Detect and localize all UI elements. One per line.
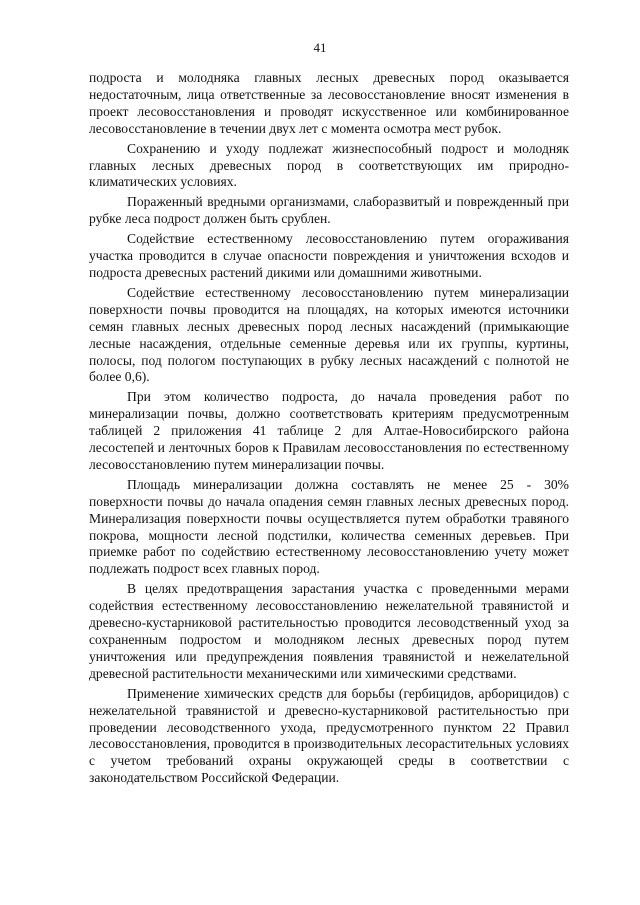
- body-paragraph: В целях предотвращения зарастания участка с проведенными мерами содействия естественному лесовосстановлению нежелательной травянистой и древесно-кустарниковой растительностью проводится лесоводственный уход за сохраненным подростом и молодняком лесных древесных пород путем уничтожения или предупреждения появления травянистой и нежелательной древесной растительности механическими или химическими средствами.: [89, 581, 569, 681]
- document-body: [89, 70, 569, 790]
- body-paragraph: Сохранению и уходу подлежат жизнеспособный подрост и молодняк главных лесных древесных пород в соответствующих им природно-климатических условиях.: [89, 140, 569, 190]
- body-paragraph: Пораженный вредными организмами, слаборазвитый и поврежденный при рубке леса подрост должен быть срублен.: [89, 194, 569, 227]
- body-paragraph: При этом количество подроста, до начала проведения работ по минерализации почвы, должно соответствовать критериям предусмотренным таблицей 2 приложения 41 таблице 2 для Алтае-Новосибирского района лесостепей и ленточных боров к Правилам лесовосстановления по естественному лесовосстановлению путем минерализации почвы.: [89, 389, 569, 472]
- body-paragraph: Содействие естественному лесовосстановлению путем минерализации поверхности почвы проводится на площадях, на которых имеются источники семян главных лесных древесных пород лесных насаждений (примыкающие лесные насаждения, отдельные семенные деревья или их группы, куртины, полосы, под пологом поступающих в рубку лесных насаждений с полнотой не более 0,6).: [89, 284, 569, 385]
- body-paragraph: подроста и молодняка главных лесных древесных пород оказывается недостаточным, лица ответственные за лесовосстановление вносят изменения в проект лесовосстановления и проводят искусственное или комбинированное лесовосстановление в течении двух лет с момента осмотра мест рубок.: [89, 70, 569, 136]
- body-paragraph: Площадь минерализации должна составлять не менее 25 - 30% поверхности почвы до начала опадения семян главных лесных древесных пород. Минерализация поверхности почвы осуществляется путем обработки травяного покрова, мощности лесной подстилки, количества семенных деревьев. При приемке работ по содействию естественному лесовосстановлению учету может подлежать подрост всех главных пород.: [89, 476, 569, 577]
- body-paragraph: Содействие естественному лесовосстановлению путем огораживания участка проводится в случае опасности повреждения и уничтожения всходов и подроста древесных растений дикими или домашними животными.: [89, 231, 569, 280]
- page-number: 41: [313, 40, 327, 55]
- body-paragraph: Применение химических средств для борьбы (гербицидов, арборицидов) с нежелательной травянистой и древесно-кустарниковой растительностью при проведении лесоводственного ухода, предусмотренного пунктом 22 Правил лесовосстановления, проводится в производительных лесорастительных условиях с учетом требований охраны окружающей среды в соответствии с законодательством Российской Федерации.: [89, 685, 569, 786]
